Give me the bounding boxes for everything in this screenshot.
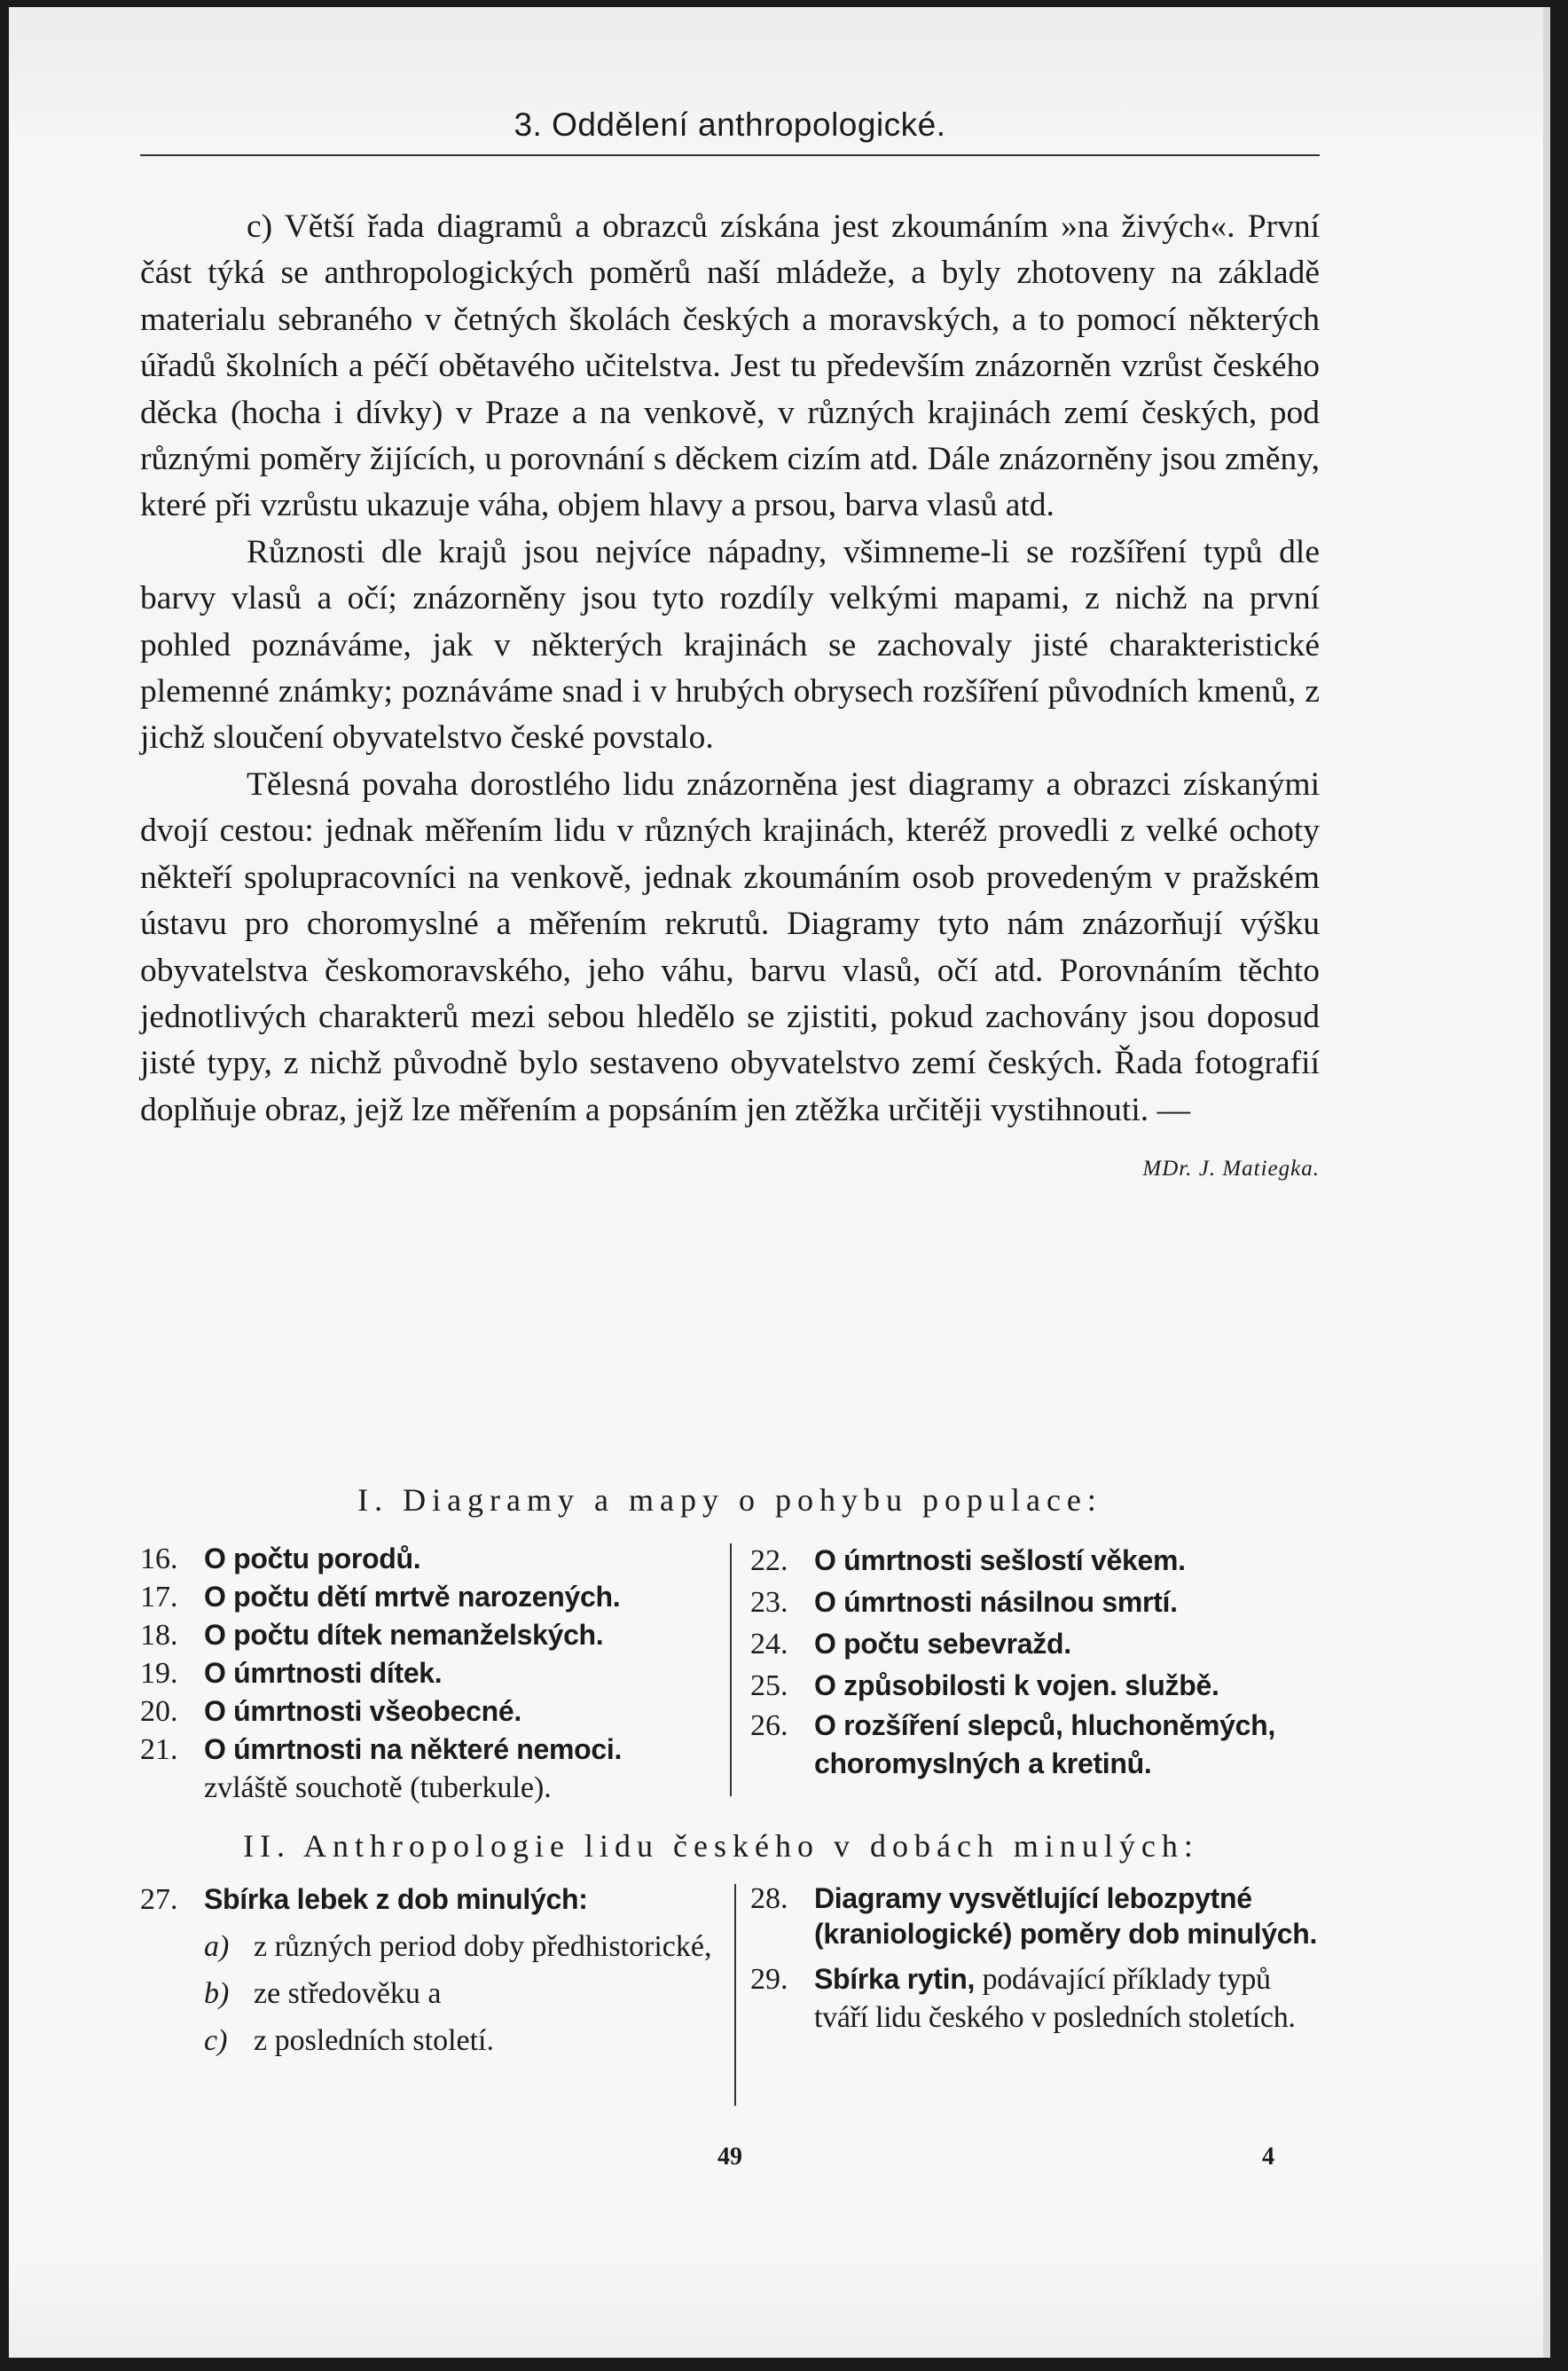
item-number: 23. <box>750 1586 788 1619</box>
paragraph-3 <box>140 762 1320 1182</box>
item-number: 25. <box>750 1669 788 1702</box>
item-number: 24. <box>750 1628 788 1660</box>
item-text: podávající příklady typů tváří lidu českého v posledních stoletích. <box>814 1963 1296 2034</box>
sub-item <box>204 1927 724 1966</box>
sub-item-label: c) <box>204 2024 228 2057</box>
sub-item <box>204 1975 724 2013</box>
section-1-left-column <box>140 1540 724 1807</box>
item-number: 26. <box>750 1709 788 1742</box>
item-number: 18. <box>140 1619 178 1652</box>
item-text: O úmrtnosti všeobecné. <box>204 1695 521 1727</box>
list-item <box>140 1880 724 1919</box>
item-text: O úmrtnosti sešlostí věkem. <box>814 1544 1186 1576</box>
list-item <box>750 1540 1320 1582</box>
sub-item-label: b) <box>204 1977 230 2010</box>
list-item <box>750 1665 1320 1707</box>
sub-item-label: a) <box>204 1930 230 1963</box>
section-1-title: I. Diagramy a mapy o pohybu populace: <box>357 1482 1102 1518</box>
item-number: 19. <box>140 1657 178 1690</box>
sub-item <box>204 2022 724 2060</box>
item-number: 20. <box>140 1695 178 1728</box>
page-number: 49 <box>717 2143 742 2171</box>
list-item <box>140 1692 724 1731</box>
list-item <box>140 1654 724 1692</box>
item-text: O počtu porodů. <box>204 1543 421 1574</box>
item-text: O počtu dítek nemanželských. <box>204 1619 604 1651</box>
item-text: Diagramy vysvětlující lebozpytné (kraniologické) poměry dob minulých. <box>814 1882 1318 1950</box>
section-1-list <box>140 1540 1320 1806</box>
list-item <box>140 1616 724 1654</box>
paragraph-1: c) Větší řada diagramů a obrazců získána jest zkoumáním »na živých«. První část týká se anthropologických poměrů naší mládeže, a byly zhotoveny na základě materialu sebraného v četných školách českých a moravských, a to pomocí některých úřadů školních a péčí obětavého učitelstva. Jest tu především znázorněn vzrůst českého děcka (hocha i dívky) v Praze a na venkově, v různých krajinách zemí českých, pod různými poměry žijících, u porovnání s děckem cizím atd. Dále znázorněny jsou změny, které při vzrůstu ukazuje váha, objem hlavy a prsou, barva vlasů atd. <box>140 208 1320 524</box>
paragraph-3-text: Tělesná povaha dorostlého lidu znázorněna jest diagramy a obrazci získanými dvojí cestou: jednak měřením lidu v různých krajinách, kteréž provedli z velké ochoty někteří spolupracovníci na venkově, jednak zkoumáním osob provedeným v pražském ústavu pro choromyslné a měřením rekrutů. Diagramy tyto nám znázorňují výšku obyvatelstva českomoravského, jeho váhu, barvu vlasů, očí atd. Porovnáním těchto jednotlivých charakterů mezi sebou hledělo se zjistiti, pokud zachovány jsou doposud jisté typy, z nichž původně bylo sestaveno obyvatelstvo zemí českých. Řada fotografií doplňuje obraz, jejž lze měřením a popsáním jen ztěžka určitěji vystihnouti. — <box>140 765 1320 1128</box>
list-item <box>750 1707 1320 1783</box>
list-item <box>750 1582 1320 1623</box>
item-number: 29. <box>750 1963 788 1996</box>
sub-item-text: ze středověku a <box>254 1977 442 2010</box>
signature-mark: 4 <box>1262 2143 1274 2171</box>
sub-item-text: z posledních století. <box>254 2024 495 2057</box>
item-text: O úmrtnosti na některé nemoci. <box>204 1733 623 1765</box>
item-text: Sbírka lebek z dob minulých: <box>204 1883 588 1915</box>
list-item <box>140 1540 724 1578</box>
column-divider <box>730 1543 732 1796</box>
book-page <box>9 7 1550 2358</box>
list-item <box>140 1731 724 1769</box>
author-signature: MDr. J. Matiegka. <box>1142 1157 1320 1182</box>
item-number: 28. <box>750 1882 788 1915</box>
section-1-right-column <box>750 1540 1320 1783</box>
item-number: 27. <box>140 1883 178 1916</box>
list-item <box>750 1623 1320 1665</box>
list-item <box>140 1578 724 1616</box>
item-text: O úmrtnosti dítek. <box>204 1657 443 1689</box>
item-text-bold: Sbírka rytin, <box>814 1963 976 1995</box>
header-rule <box>140 154 1320 156</box>
list-item <box>750 1880 1320 1951</box>
item-text: O počtu dětí mrtvě narozených. <box>204 1581 621 1613</box>
column-divider <box>734 1884 736 2106</box>
item-continuation: zvláště souchotě (tuberkule). <box>204 1771 552 1804</box>
item-number: 17. <box>140 1581 178 1613</box>
section-2-list <box>140 1880 1320 2120</box>
section-2-right-column <box>750 1880 1320 2037</box>
section-2-left-column <box>140 1880 724 2060</box>
body-text <box>140 204 1320 1193</box>
item-number: 22. <box>750 1544 788 1577</box>
sub-item-text: z různých period doby předhistorické, <box>254 1930 712 1963</box>
paragraph-2: Různosti dle krajů jsou nejvíce nápadny, všimneme-li se rozšíření typů dle barvy vlasů a očí; znázorněny jsou tyto rozdíly velkými mapami, z nichž na první pohled poznáváme, jak v některých krajinách se zachovaly jisté charakteristické plemenné známky; poznáváme snad i v hrubých obrysech rozšíření původních kmenů, z jichž sloučení obyvatelstvo české povstalo. <box>140 533 1320 757</box>
item-text: O způsobilosti k vojen. službě. <box>814 1669 1219 1701</box>
item-text: O počtu sebevražd. <box>814 1628 1071 1660</box>
item-number: 16. <box>140 1543 178 1575</box>
section-2-title: II. Anthropologie lidu českého v dobách minulých: <box>243 1828 1199 1864</box>
list-item <box>750 1960 1320 2037</box>
running-head: 3. Oddělení anthropologické. <box>514 106 946 143</box>
item-number: 21. <box>140 1733 178 1766</box>
item-text: O rozšíření slepců, hluchoněmých, choromyslných a kretinů. <box>814 1709 1276 1779</box>
item-text: O úmrtnosti násilnou smrtí. <box>814 1586 1178 1618</box>
